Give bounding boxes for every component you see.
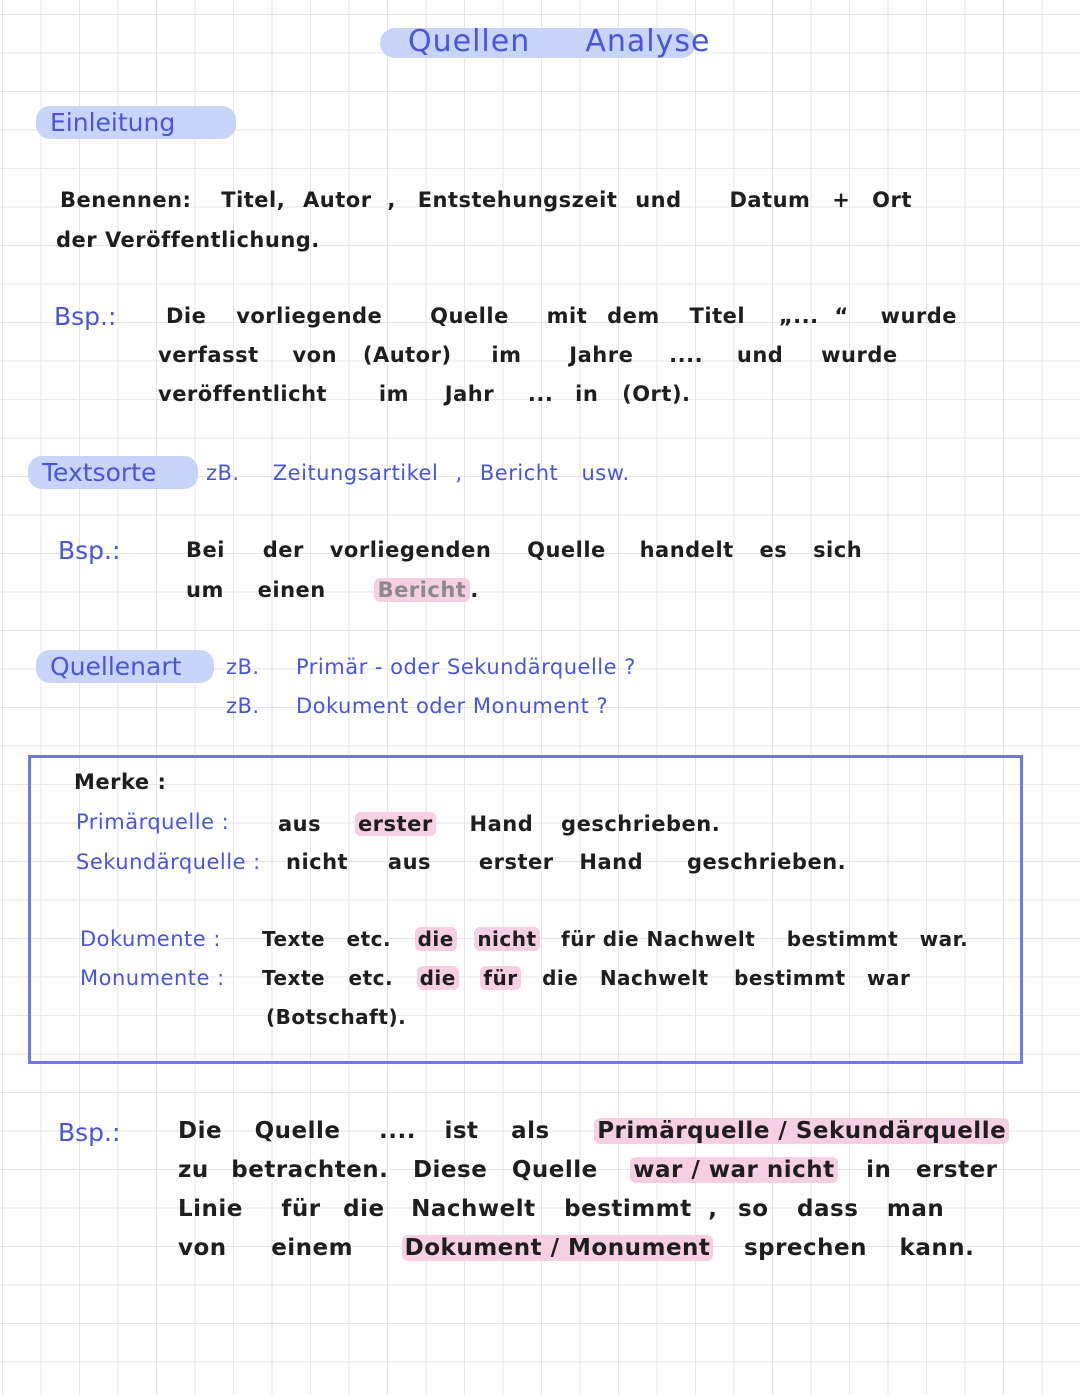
bsp-word: von bbox=[292, 343, 338, 367]
monumente-line-2: (Botschaft). bbox=[266, 1005, 407, 1029]
final-bsp-line-3 bbox=[178, 1196, 944, 1222]
section-textsorte-heading: Textsorte bbox=[28, 456, 198, 489]
bsp-word: Diese bbox=[412, 1157, 488, 1183]
textsorte-bsp-label: Bsp.: bbox=[58, 536, 121, 565]
merke-word: geschrieben. bbox=[686, 850, 847, 874]
bsp-word: als bbox=[511, 1118, 550, 1144]
final-bsp-line-4 bbox=[178, 1235, 996, 1261]
section-einleitung-heading: Einleitung bbox=[36, 106, 236, 139]
bsp-word: Die bbox=[178, 1118, 223, 1144]
merke-word: Hand bbox=[469, 812, 534, 836]
einleitung-word: und bbox=[635, 188, 682, 212]
bsp-word: verfasst bbox=[158, 343, 259, 367]
merke-word: Texte bbox=[262, 927, 326, 951]
quellenart-prefix: zB. bbox=[226, 655, 260, 679]
bsp-word: handelt bbox=[639, 538, 734, 562]
bsp-word: in bbox=[866, 1157, 892, 1183]
example-word: Zeitungsartikel bbox=[272, 461, 439, 485]
quellenart-row-1 bbox=[226, 655, 636, 679]
quellenart-text: Primär - oder Sekundärquelle ? bbox=[296, 655, 636, 679]
merke-word: für bbox=[480, 966, 520, 990]
bsp-word: im bbox=[491, 343, 522, 367]
bsp-word: „... bbox=[778, 304, 819, 328]
bsp-word: sich bbox=[813, 538, 863, 562]
bsp-word: .... bbox=[669, 343, 704, 367]
merke-box bbox=[28, 755, 1023, 1064]
bsp-word: Primärquelle / Sekundärquelle bbox=[594, 1118, 1009, 1144]
merke-word: nicht bbox=[286, 850, 349, 874]
bsp-word: vorliegenden bbox=[329, 538, 492, 562]
example-word: zB. bbox=[206, 461, 240, 485]
bsp-word: .... bbox=[379, 1118, 416, 1144]
einleitung-line-1 bbox=[60, 188, 934, 212]
merke-label: Merke : bbox=[74, 770, 167, 794]
bsp-word: , bbox=[708, 1196, 718, 1222]
bsp-word: Quelle bbox=[254, 1118, 341, 1144]
bsp-word: Die bbox=[166, 304, 207, 328]
bsp-word: dass bbox=[797, 1196, 859, 1222]
bsp-word: und bbox=[736, 343, 784, 367]
final-bsp-line-1 bbox=[178, 1118, 1009, 1144]
primaer-label: Primärquelle : bbox=[76, 810, 230, 834]
bsp-word: Dokument / Monument bbox=[402, 1235, 714, 1261]
bsp-word: in bbox=[575, 382, 599, 406]
textsorte-examples bbox=[206, 461, 652, 485]
bsp-word: sprechen bbox=[743, 1235, 868, 1261]
merke-word: etc. bbox=[348, 966, 394, 990]
einleitung-word: Titel, bbox=[221, 188, 286, 212]
bsp-word: Nachwelt bbox=[411, 1196, 536, 1222]
merke-word: war. bbox=[919, 927, 969, 951]
bsp-word: ist bbox=[444, 1118, 479, 1144]
bsp-word: der bbox=[262, 538, 304, 562]
merke-word: aus bbox=[387, 850, 432, 874]
bsp-word: um bbox=[186, 578, 224, 602]
bsp-word: Titel bbox=[689, 304, 746, 328]
bsp-word: einem bbox=[271, 1235, 354, 1261]
merke-word: die bbox=[542, 966, 579, 990]
bsp-period: . bbox=[470, 578, 479, 602]
bsp-word: Jahre bbox=[569, 343, 634, 367]
bsp-word: wurde bbox=[821, 343, 898, 367]
merke-word: die bbox=[417, 966, 459, 990]
bsp-word: Bei bbox=[186, 538, 225, 562]
einleitung-word: Ort bbox=[872, 188, 912, 212]
einleitung-bsp-line-3 bbox=[158, 382, 713, 406]
section-quellenart-heading: Quellenart bbox=[36, 650, 214, 683]
einleitung-word: Entstehungszeit bbox=[417, 188, 618, 212]
bsp-word: zu bbox=[178, 1157, 209, 1183]
bsp-word: Linie bbox=[178, 1196, 243, 1222]
merke-word: aus bbox=[278, 812, 322, 836]
dokumente-label: Dokumente : bbox=[80, 927, 221, 951]
bsp-word: Quelle bbox=[527, 538, 606, 562]
title-word-1: Quellen bbox=[408, 24, 531, 59]
bsp-word: veröffentlicht bbox=[158, 382, 328, 406]
bsp-word: von bbox=[178, 1235, 227, 1261]
bsp-word: so bbox=[738, 1196, 769, 1222]
einleitung-line-2: der Veröffentlichung. bbox=[56, 228, 320, 252]
bsp-word: erster bbox=[915, 1157, 998, 1183]
merke-word: die bbox=[415, 927, 457, 951]
sekundaer-text bbox=[286, 850, 868, 874]
bsp-word: Quelle bbox=[511, 1157, 598, 1183]
einleitung-bsp-line-2 bbox=[158, 343, 920, 367]
page-title bbox=[408, 24, 710, 59]
einleitung-word: Datum bbox=[729, 188, 811, 212]
example-word: , bbox=[455, 461, 463, 485]
bsp-word: es bbox=[759, 538, 788, 562]
merke-word: erster bbox=[478, 850, 554, 874]
dokumente-text bbox=[262, 927, 990, 951]
sekundaer-label: Sekundärquelle : bbox=[76, 850, 261, 874]
bsp-word: “ bbox=[834, 304, 849, 328]
merke-word: für die Nachwelt bbox=[561, 927, 756, 951]
bsp-word: kann. bbox=[899, 1235, 975, 1261]
bsp-word: Jahr bbox=[444, 382, 495, 406]
title-word-2: Analyse bbox=[585, 24, 711, 59]
example-word: Bericht bbox=[479, 461, 559, 485]
bsp-word: bestimmt bbox=[564, 1196, 692, 1222]
textsorte-bsp-line-2 bbox=[186, 578, 479, 602]
einleitung-bsp-line-1 bbox=[166, 304, 979, 328]
bsp-word: war / war nicht bbox=[630, 1157, 837, 1183]
textsorte-bsp-line-1 bbox=[186, 538, 884, 562]
bsp-word: man bbox=[886, 1196, 945, 1222]
bsp-word: vorliegende bbox=[236, 304, 383, 328]
merke-word: geschrieben. bbox=[561, 812, 721, 836]
bsp-word: Quelle bbox=[430, 304, 509, 328]
merke-word: Nachwelt bbox=[599, 966, 709, 990]
einleitung-word: + bbox=[832, 188, 851, 212]
einleitung-word: Autor bbox=[303, 188, 372, 212]
bsp-word: dem bbox=[607, 304, 660, 328]
merke-word: etc. bbox=[346, 927, 392, 951]
bsp-word: wurde bbox=[880, 304, 958, 328]
einleitung-word: Benennen: bbox=[60, 188, 192, 212]
bsp-word: mit bbox=[546, 304, 588, 328]
final-bsp-label: Bsp.: bbox=[58, 1118, 121, 1147]
bsp-word: einen bbox=[257, 578, 326, 602]
quellenart-row-2 bbox=[226, 694, 608, 718]
bsp-word: für bbox=[281, 1196, 321, 1222]
example-word: usw. bbox=[581, 461, 630, 485]
merke-word: Hand bbox=[579, 850, 644, 874]
merke-word: Texte bbox=[262, 966, 326, 990]
monumente-label: Monumente : bbox=[80, 966, 225, 990]
bsp-word: (Ort). bbox=[622, 382, 691, 406]
bsp-word: (Autor) bbox=[362, 343, 452, 367]
merke-word: nicht bbox=[474, 927, 539, 951]
primaer-text bbox=[278, 812, 742, 836]
quellenart-text: Dokument oder Monument ? bbox=[296, 694, 609, 718]
merke-word: bestimmt bbox=[734, 966, 846, 990]
quellenart-prefix: zB. bbox=[226, 694, 260, 718]
bsp-word: im bbox=[378, 382, 409, 406]
bsp-word: betrachten. bbox=[231, 1157, 389, 1183]
monumente-text bbox=[262, 966, 932, 990]
final-bsp-line-2 bbox=[178, 1157, 998, 1183]
merke-word: erster bbox=[355, 812, 436, 836]
bsp-word: die bbox=[343, 1196, 385, 1222]
bsp-word: ... bbox=[527, 382, 554, 406]
merke-word: war bbox=[867, 966, 911, 990]
merke-word: bestimmt bbox=[786, 927, 899, 951]
einleitung-word: , bbox=[387, 188, 396, 212]
einleitung-bsp-label: Bsp.: bbox=[54, 302, 117, 331]
highlighted-bericht: Bericht bbox=[374, 578, 471, 602]
